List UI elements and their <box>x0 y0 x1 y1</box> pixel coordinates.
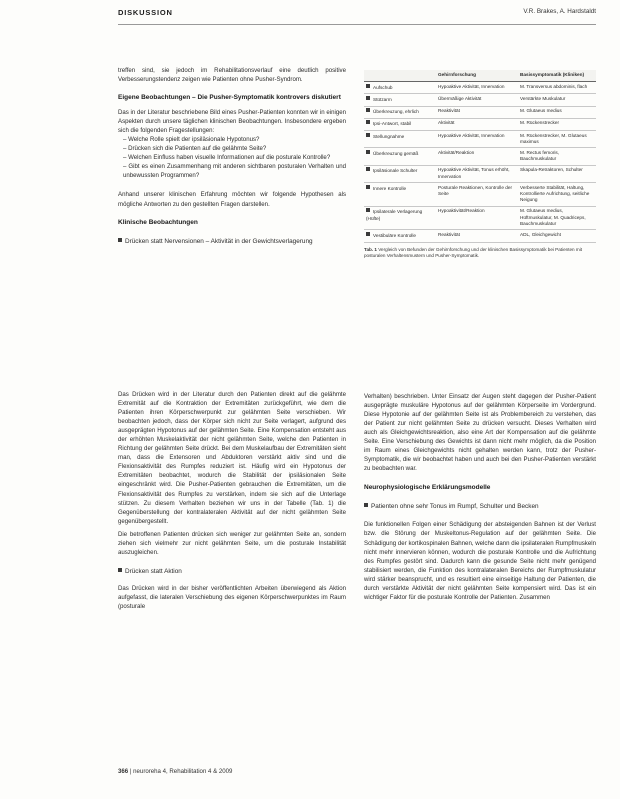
question-item: – Welche Rolle spielt der ipsiläsionale Hypotonus? <box>123 136 260 144</box>
table-row <box>364 183 596 207</box>
bullet-square-icon <box>366 185 370 189</box>
table-cell: Vestibuläre Kontrolle <box>364 230 436 242</box>
table-row <box>364 148 596 165</box>
table-cell: Aufschub <box>364 82 436 94</box>
table-cell: M. Rückenstrecker, M. Glutaeus maximus <box>518 131 596 148</box>
table-cell: Ipsilaterale Verlagerung (Hüfte) <box>364 206 436 230</box>
table-cell: Verbesserte Stabilität, Haltung, Kontrollierte Aufrichtung, seitliche Neigung <box>518 183 596 207</box>
table-row <box>364 118 596 130</box>
bullet-square-icon <box>118 568 122 572</box>
table-cell: Ipsi-Antwort, stabil <box>364 118 436 130</box>
bullet-square-icon <box>366 232 370 236</box>
table-cell: Hypoaktive Aktivität, Tonus erhöht, Innervation <box>436 165 518 182</box>
table-cell: M. Rectus femoris, Bauchmuskulatur <box>518 148 596 165</box>
table-cell: Hypoaktive Aktivität, Innervation <box>436 82 518 94</box>
left-column-top <box>118 66 346 246</box>
bullet-druecken-statt-aktion: Drücken statt Aktion <box>118 567 346 576</box>
table-row <box>364 106 596 118</box>
table-cell: Reaktivität <box>436 106 518 118</box>
paragraph-verhalten: Verhalten) beschrieben. Unter Einsatz der Augen steht dagegen der Pusher-Patient ausgeprägte muskuläre Hypotonus auf der gelähmten Körperseite im Vordergrund. Diese Hypotonie auf der gelähmten Seite ist als Problembereich zu verstehen, das der Patient zur nicht gelähmten Seite zu drücken versucht. Dieses Verhalten wird auch als Gleichgewichtsreaktion, also eine Art der Kompensation auf die gelähmte Seite. Eine Verschiebung des Gewichts ist dann nicht mehr möglich, da die Position im Raum eines Gleichgewichts nicht gehalten werden kann, trotz der Pusher-Symptomatik, die wir beobachtet haben und auch bei den Pusher-Patienten verstärkt zu beobachten war. <box>364 393 596 473</box>
table-cell: M. Rückenstrecker <box>518 118 596 130</box>
right-column-bottom <box>364 392 596 602</box>
bullet-patienten-tonus: Patienten ohne sehr Tonus im Rumpf, Schulter und Becken <box>364 502 596 511</box>
table-row <box>364 165 596 182</box>
table-cell: Innere Kontrolle <box>364 183 436 207</box>
bullet-square-icon <box>366 108 370 112</box>
table-cell: Aktivität/Reaktion <box>436 148 518 165</box>
question-item: – Welchen Einfluss haben visuelle Informationen auf die posturale Kontrolle? <box>123 154 331 162</box>
table-cell: Verstärkte Muskulatur <box>518 94 596 106</box>
table-row <box>364 82 596 94</box>
table-header-cell <box>364 70 436 82</box>
table-cell: M. Transversus abdominis, flach <box>518 82 596 94</box>
table-cell: Stellungnahme <box>364 131 436 148</box>
table-cell: Skapula-Retraktoren, Schulter <box>518 165 596 182</box>
bullet-square-icon <box>366 120 370 124</box>
table-1 <box>364 70 596 259</box>
section-header: DISKUSSION <box>118 8 173 17</box>
table-cell: Stützarm <box>364 94 436 106</box>
left-column-bottom <box>118 390 346 611</box>
heading-eigene-beobachtungen: Eigene Beobachtungen – Die Pusher-Symptomatik kontrovers diskutiert <box>118 94 341 102</box>
page-footer <box>118 768 232 775</box>
bullet-square-icon <box>366 84 370 88</box>
paragraph-druecken-literatur: Das Drücken wird in der Literatur durch den Patienten direkt auf die gelähmte Extremität auf die Kontraktion der Extremitäten zurückgeführt, wie dem die Patienten ihren Körperschwerpunkt zur gelähmten Seite verschieben. Wir beobachten jedoch, dass der Körper sich nicht zur Seite verlagert, aufgrund des ausgeprägten Hypotonus auf der gelähmten Seite. Eine Kompensation entsteht aus der erhöhten Muskelaktivität der nicht gelähmten Seite, welche den Patienten in Richtung der gelähmten Seite drückt. Bei dem Muskelaufbau der Extremitäten sieht man, dass die Extensoren und Abduktoren verstärkt aktiv sind und die Flexionsaktivität des Rumpfes reduziert ist. Häufig wird ein Hypotonus der Extremitäten beobachtet, wodurch die Stabilität der ipsiläsionalen Seite eingeschränkt wird. Die Pusher-Patienten gebrauchen die Extremitäten, um die Flexionsaktivität des Rumpfes zu verstärken, indem sie sich auf die Unterlage stützen. Zu diesem Verhalten beziehen wir uns in der Tabelle (Tab. 1) die Gegenüberstellung der kontralateralen Aktivität auf der nicht gelähmten Seite gegenübergestellt. <box>118 391 346 525</box>
question-list <box>118 135 346 180</box>
bullet-square-icon <box>366 150 370 154</box>
header-rule <box>118 24 596 25</box>
table-cell: Ipsiläsionale Schulter <box>364 165 436 182</box>
table-cell: Reaktivität <box>436 230 518 242</box>
paragraph-literatur: Das in der Literatur beschriebene Bild eines Pusher-Patienten konnten wir in einigen Aspekten durch unsere täglichen klinischen Beobachtungen. Insbesondere ergeben sich die folgenden Fragestellungen: <box>118 109 346 135</box>
table-cell: Überkreuzung, ehrlich <box>364 106 436 118</box>
question-item: – Gibt es einen Zusammenhang mit anderen sichtbaren posturalen Verhalten und unbewussten Programmen? <box>123 163 346 180</box>
bullet-druecken: Drücken statt Nervensionen – Aktivität in der Gewichtsverlagerung <box>118 237 346 246</box>
paragraph-funktionelle-folgen: Die funktionellen Folgen einer Schädigung der absteigenden Bahnen ist der Verlust bzw. die Störung der Muskeltonus-Regulation auf der gelähmten Seite. Die Schädigung der kortikospinalen Bahnen, welche dann die ipsilateralen Rumpfmuskeln nicht mehr innervieren können, wodurch die posturale Kontrolle und die Aufrichtung des Rumpfes gestört sind. Dadurch kann die gesunde Seite nicht mehr genügend stabilisiert werden, die Funktion des kontralateralen Bereichs der Rumpfmuskulatur wird stärker beansprucht, und es resultiert eine einseitige Haltung der Patienten, die durch verstärkte Aktivität der nicht gelähmten Seite kompensiert wird. Das ist ein wichtiger Faktor für die posturale Kontrolle der Patienten. Zusammen <box>364 521 596 601</box>
table-header-cell: Basissymptomatik (Kliniken) <box>518 70 596 82</box>
bullet-square-icon <box>366 96 370 100</box>
running-head-authors: V.R. Brakes, A. Hardstaldt <box>523 8 596 15</box>
intro-paragraph: treffen sind, sie jedoch im Rehabilitationsverlauf eine deutlich positive Verbesserungstendenz zeigen wie Patienten ohne Pusher-Syndrom. <box>118 67 346 84</box>
bullet-square-icon <box>118 238 122 242</box>
table-row <box>364 94 596 106</box>
table-header-cell: Gehirnforschung <box>436 70 518 82</box>
table-cell: Aktivität <box>436 118 518 130</box>
table-row <box>364 206 596 230</box>
table-row <box>364 230 596 242</box>
table-caption: Tab. 1 Vergleich von Befunden der Gehirnforschung und der klinischen Basissymptomatik bei Patienten mit posturalen Verhaltensmustern und Pusher-Symptomatik. <box>364 246 582 258</box>
table-row <box>364 131 596 148</box>
heading-klinische-beobachtungen: Klinische Beobachtungen <box>118 218 198 226</box>
bullet-square-icon <box>364 503 368 507</box>
table-cell: M. Glutaeus medius, Hüftmuskulatur, M. Quadriceps, Bauchmuskulatur <box>518 206 596 230</box>
paragraph-aktion: Das Drücken wird in der bisher veröffentlichten Arbeiten überwiegend als Aktion aufgefasst, die lateralen Verschiebung des eigenen Körperschwerpunktes im Raum (posturale <box>118 584 346 610</box>
table-cell: Hypoaktivität/Reaktion <box>436 206 518 230</box>
bullet-square-icon <box>366 167 370 171</box>
table-cell: ADL, Gleichgewicht <box>518 230 596 242</box>
table-cell: Posturale Reaktionen, Kontrolle der Seite <box>436 183 518 207</box>
table-cell: Übermäßige Aktivität <box>436 94 518 106</box>
page-number: 366 <box>118 768 129 775</box>
heading-neurophysiologische: Neurophysiologische Erklärungsmodelle <box>364 484 491 492</box>
bullet-square-icon <box>366 208 370 212</box>
table-cell: M. Glutaeus medius <box>518 106 596 118</box>
table-cell: Überkreuzung gemäß <box>364 148 436 165</box>
paragraph-patienten: Die betroffenen Patienten drücken sich weniger zur gelähmten Seite an, sondern ziehen sich vielmehr zur nicht gelähmten Seite, um die posturale Instabilität auszugleichen. <box>118 530 346 556</box>
journal-name: | neuroreha 4, Rehabilitation 4 & 2009 <box>129 768 233 775</box>
paragraph-hypothesen: Anhand unserer klinischen Erfahrung möchten wir folgende Hypothesen als mögliche Antworten zu den gestellten Fragen darstellen. <box>118 191 346 208</box>
question-item: – Drücken sich die Patienten auf die gelähmte Seite? <box>123 145 267 153</box>
table-cell: Hypoaktive Aktivität, Innervation <box>436 131 518 148</box>
bullet-square-icon <box>366 133 370 137</box>
